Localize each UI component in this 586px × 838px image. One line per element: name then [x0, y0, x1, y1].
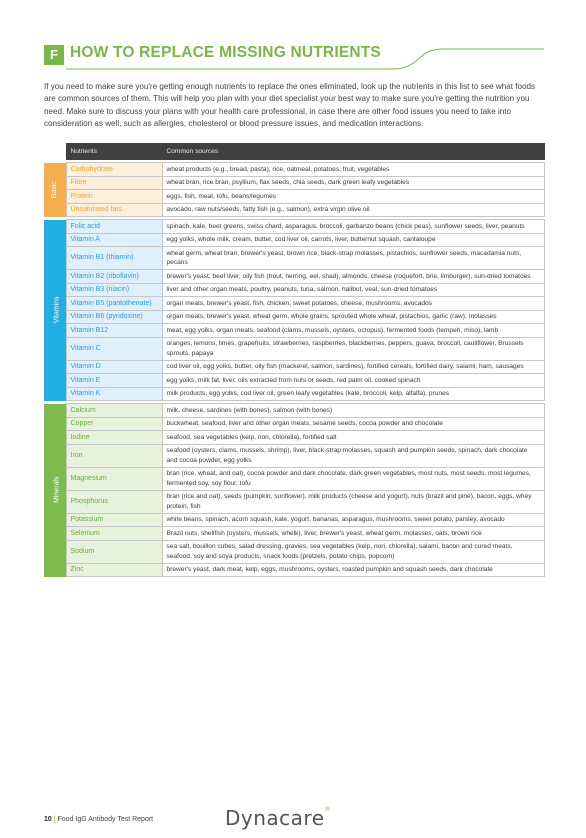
- table-row: [44, 337, 544, 360]
- table-row: [44, 467, 544, 490]
- table-row: [44, 374, 544, 388]
- nutrient-cell: Vitamin B3 (niacin): [66, 283, 162, 297]
- category-label-text: Minerals: [53, 476, 61, 504]
- nutrient-cell: Iodine: [66, 431, 162, 445]
- nutrient-cell: Vitamin C: [66, 337, 162, 360]
- nutrient-cell: Vitamin K: [66, 387, 162, 401]
- sources-cell: sea salt, bouillon cubes, salad dressing, gravies, sea vegetables (kelp, nori, chlorella), salami, bacon and cured meats, seafood, soy and soya products, snack foods (pretzels, potato chips, popcorn): [162, 540, 544, 563]
- table-row: [44, 490, 544, 513]
- nutrient-cell: Zinc: [66, 563, 162, 577]
- nutrient-cell: Vitamin B1 (thiamin): [66, 247, 162, 270]
- sources-cell: wheat products (e.g., bread, pasta), rice, oatmeal, potatoes, fruit, vegetables: [162, 163, 544, 177]
- footer-separator: |: [53, 816, 58, 823]
- nutrient-cell: Sodium: [66, 540, 162, 563]
- category-label-basic: [44, 163, 66, 217]
- header-sources: Common sources: [162, 144, 544, 160]
- table-row: [44, 513, 544, 527]
- sources-cell: cod liver oil, egg yolks, butter, oily fish (mackerel, salmon, sardines), fortified cereals, fortified dairy, salami, ham, sausages: [162, 360, 544, 374]
- nutrient-cell: Carbohydrate: [66, 163, 162, 177]
- table-row: [44, 387, 544, 401]
- table-row: [44, 527, 544, 541]
- page-number: 10: [44, 816, 52, 823]
- nutrient-cell: Vitamin B5 (pantothenate): [66, 297, 162, 311]
- nutrient-cell: Magnesium: [66, 467, 162, 490]
- category-label-text: Basic: [51, 180, 58, 199]
- page-footer: [44, 806, 544, 832]
- table-row: [44, 297, 544, 311]
- table-row: [44, 270, 544, 284]
- nutrient-cell: Vitamin B12: [66, 324, 162, 338]
- table-row: [44, 203, 544, 217]
- table-row: [44, 176, 544, 190]
- sources-cell: seafood (oysters, clams, mussels, shrimp), liver, black-strap molasses, squash and pumpkin seeds, spinach, dark chocolate and cocoa powder, egg yolks: [162, 444, 544, 467]
- sources-cell: organ meats, brewer's yeast, wheat germ, whole grains, sprouted whole wheat, pistachios, garlic (raw), molasses: [162, 310, 544, 324]
- table-row: [44, 417, 544, 431]
- nutrient-cell: Iron: [66, 444, 162, 467]
- nutrient-cell: Phosphorus: [66, 490, 162, 513]
- sources-cell: white beans, spinach, acorn squash, kale, yogurt, bananas, asparagus, mushrooms, sweet potato, parsley, avocado: [162, 513, 544, 527]
- sources-cell: buckwheat, seafood, liver and other organ meats, sesame seeds, cocoa powder and chocolate: [162, 417, 544, 431]
- table-row: [44, 283, 544, 297]
- sources-cell: wheat germ, wheat bran, brewer's yeast, brown rice, black-strap molasses, pistachios, sunflower seeds, macadamia nuts, pecans: [162, 247, 544, 270]
- nutrient-cell: Calcium: [66, 404, 162, 418]
- nutrient-cell: Potassium: [66, 513, 162, 527]
- category-label-min: [44, 404, 66, 577]
- header-spacer: [44, 144, 66, 160]
- table-row: [44, 324, 544, 338]
- table-row: [44, 163, 544, 177]
- section-header: [44, 43, 544, 73]
- section-title: HOW TO REPLACE MISSING NUTRIENTS: [70, 44, 381, 61]
- sources-cell: egg yolks, whole milk, cream, butter, cod liver oil, carrots, liver, butternut squash, cantaloupe: [162, 233, 544, 247]
- table-row: [44, 220, 544, 234]
- report-name: Food IgG Antibody Test Report: [57, 816, 154, 823]
- sources-cell: eggs, fish, meat, tofu, beans/legumes: [162, 190, 544, 204]
- table-row: [44, 563, 544, 577]
- footer-page-info: [44, 816, 153, 823]
- sources-cell: organ meats, brewer's yeast, fish, chicken, sweet potatoes, cheese, mushrooms, avocados: [162, 297, 544, 311]
- nutrient-cell: Unsaturated fats: [66, 203, 162, 217]
- sources-cell: bran (rice, wheat, and oat), cocoa powder and dark chocolate, dark green vegetables, most nuts, most seeds, most legumes, fermented soy, soy flour, tofu: [162, 467, 544, 490]
- sources-cell: meat, egg yolks, organ meats, seafood (clams, mussels, oysters, octopus), fermented foods (tempeh, miso), lamb: [162, 324, 544, 338]
- table-row: [44, 233, 544, 247]
- table-row: [44, 540, 544, 563]
- table-row: [44, 247, 544, 270]
- nutrient-cell: Protein: [66, 190, 162, 204]
- sources-cell: spinach, kale, beet greens, swiss chard, asparagus, broccoli, garbanzo beans (chick peas), sunflower seeds, liver, peanuts: [162, 220, 544, 234]
- sources-cell: avocado, raw nuts/seeds, fatty fish (e.g., salmon), extra virgin olive oil: [162, 203, 544, 217]
- sources-cell: milk products, egg yolks, cod liver oil, green leafy vegetables (kale, broccoli, kelp, alfalfa), prunes: [162, 387, 544, 401]
- sources-cell: bran (rice and oat), seeds (pumpkin, sunflower), milk products (cheese and yogurt), nuts (brazil and pine), bacon, eggs, whey protein, fish: [162, 490, 544, 513]
- dynacare-logo: [225, 806, 331, 830]
- sources-cell: oranges, lemons, limes, grapefruits, strawberries, raspberries, blackberries, peppers, guava, broccoli, cauliflower, Brussels sprouts, papaya: [162, 337, 544, 360]
- intro-paragraph: If you need to make sure you're getting enough nutrients to replace the ones eliminated, look up the nutrients in this list to see what foods are common sources of them. This will help you plan with your diet specialist your best way to make sure you're getting the nutrition you need. Make sure to discuss your plans with your health care professional, in case there are other food issues you need to take into consideration as well, such as allergies, cholesterol or blood pressure issues, and medication interactions.: [44, 82, 536, 128]
- sources-cell: milk, cheese, sardines (with bones), salmon (with bones): [162, 404, 544, 418]
- nutrients-table: [44, 143, 545, 577]
- category-label-text: Vitamins: [53, 296, 61, 324]
- nutrient-cell: Fibre: [66, 176, 162, 190]
- sources-cell: liver and other organ meats, poultry, peanuts, tuna, salmon, halibut, veal, sun-dried tomatoes: [162, 283, 544, 297]
- nutrient-cell: Vitamin B6 (pyridoxine): [66, 310, 162, 324]
- sources-cell: brewer's yeast, beef liver, oily fish (trout, herring, eel, shad), almonds, cheese (roquefort, brie, limburger), sun-dried tomatoes: [162, 270, 544, 284]
- logo-text: Dynacare: [225, 806, 325, 830]
- nutrients-table-wrapper: [44, 143, 544, 577]
- nutrient-cell: Vitamin A: [66, 233, 162, 247]
- sources-cell: seafood, sea vegetables (kelp, nori, chlorella), fortified salt: [162, 431, 544, 445]
- nutrient-cell: Folic acid: [66, 220, 162, 234]
- table-header-row: [44, 144, 544, 160]
- table-row: [44, 404, 544, 418]
- sources-cell: egg yolks, milk fat, liver, oils extracted from nuts or seeds, red palm oil, cooked spinach: [162, 374, 544, 388]
- table-row: [44, 431, 544, 445]
- table-row: [44, 310, 544, 324]
- table-row: [44, 444, 544, 467]
- header-nutrients: Nutrients: [66, 144, 162, 160]
- logo-registered-mark: ®: [324, 806, 332, 813]
- category-label-vit: [44, 220, 66, 401]
- table-row: [44, 190, 544, 204]
- nutrient-cell: Selenium: [66, 527, 162, 541]
- nutrient-cell: Vitamin D: [66, 360, 162, 374]
- nutrient-cell: Vitamin E: [66, 374, 162, 388]
- table-row: [44, 360, 544, 374]
- sources-cell: Brazil nuts, shellfish (oysters, mussels, whelk), liver, brewer's yeast, wheat germ, molasses, oats, brown rice: [162, 527, 544, 541]
- table-body: [44, 160, 544, 577]
- nutrient-cell: Copper: [66, 417, 162, 431]
- sources-cell: wheat bran, rice bran, psyllium, flax seeds, chia seeds, dark green leafy vegetables: [162, 176, 544, 190]
- sources-cell: brewer's yeast, dark meat, kelp, eggs, mushrooms, oysters, roasted pumpkin and squash seeds, dark chocolate: [162, 563, 544, 577]
- nutrient-cell: Vitamin B2 (riboflavin): [66, 270, 162, 284]
- section-letter-badge: F: [44, 45, 64, 65]
